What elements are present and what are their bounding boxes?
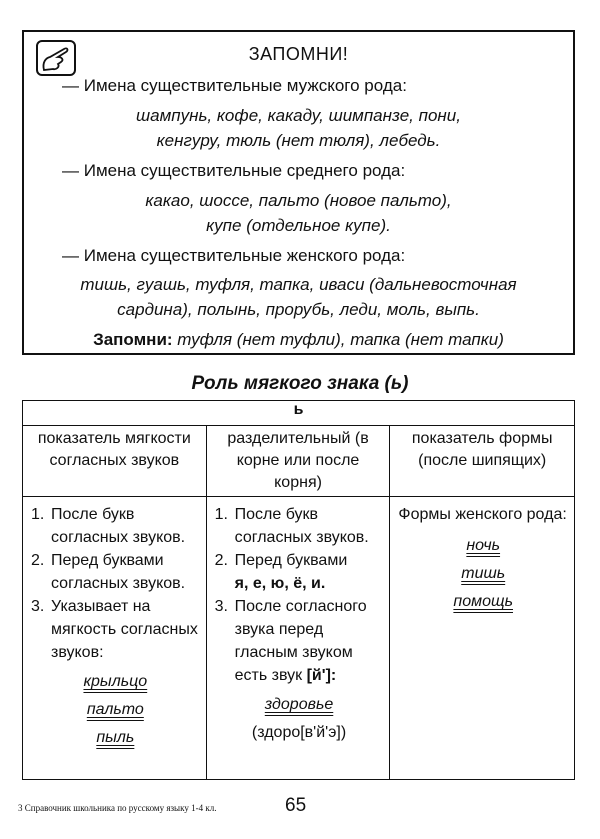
- transcription: (здоро[в'й'э]): [251, 724, 347, 741]
- vowel-letters: я, е, ю, ё, и.: [234, 575, 326, 592]
- note-label: Запомни:: [93, 330, 173, 349]
- masculine-examples-2: кенгуру, тюль (нет тюля), лебедь.: [156, 131, 441, 150]
- col1-header: показатель мягкости согласных звуков: [23, 426, 207, 497]
- col3-header: показатель формы (после шипящих): [390, 426, 575, 497]
- list-item: 3. После согласного звука перед гласным звуком есть звук [й']:: [214, 598, 367, 684]
- page-number: 65: [285, 795, 307, 816]
- feminine-heading: — Имена существительные женского рода:: [62, 246, 406, 265]
- list-item: 1. После букв согласных звуков.: [31, 506, 186, 546]
- list-item: 1. После букв согласных звуков.: [214, 506, 369, 546]
- example-word: помощь: [453, 593, 513, 610]
- masculine-examples-1: шампунь, кофе, какаду, шимпанзе, пони,: [136, 106, 461, 125]
- col1-examples: [31, 668, 200, 752]
- box-title: ЗАПОМНИ!: [248, 44, 349, 64]
- col3-text: Формы женского рода:: [398, 506, 567, 523]
- feminine-examples-1: тишь, гуашь, туфля, тапка, иваси (дальневосточная: [80, 275, 517, 294]
- list-item: 2. Перед буквами согласных звуков.: [31, 552, 186, 592]
- remember-box: [22, 30, 575, 355]
- list-item: 2. Перед буквами я, е, ю, ё, и.: [214, 552, 348, 592]
- example-word: крыльцо: [83, 673, 148, 690]
- neuter-heading: — Имена существительные среднего рода:: [62, 161, 406, 180]
- col3-body: [390, 497, 575, 780]
- col2-example: [215, 691, 384, 747]
- neuter-examples-1: какао, шоссе, пальто (новое пальто),: [145, 191, 452, 210]
- sound-notation: [й']:: [302, 667, 337, 684]
- example-word: тишь: [461, 565, 506, 582]
- example-word: здоровье: [264, 696, 334, 713]
- col3-examples: [398, 532, 568, 616]
- feminine-examples-2: сардина), полынь, прорубь, леди, моль, выпь.: [117, 300, 480, 319]
- remember-note: [24, 330, 573, 350]
- section-title: Роль мягкого знака (ь): [191, 373, 409, 394]
- col2-header: разделительный (в корне или после корня): [206, 426, 390, 497]
- soft-sign-table: [22, 400, 575, 780]
- example-word: пыль: [96, 729, 135, 746]
- list-item: 3. Указывает на мягкость согласных звуков:: [31, 598, 198, 661]
- masculine-heading: — Имена существительные мужского рода:: [62, 76, 407, 95]
- col1-body: [23, 497, 207, 780]
- col2-body: [206, 497, 390, 780]
- footer-source: 3 Справочник школьника по русскому языку 1-4 кл.: [18, 803, 217, 813]
- table-sign-header: ь: [23, 401, 575, 426]
- neuter-examples-2: купе (отдельное купе).: [206, 216, 391, 235]
- example-word: пальто: [86, 701, 144, 718]
- note-text: туфля (нет туфли), тапка (нет тапки): [172, 330, 504, 349]
- example-word: ночь: [466, 537, 501, 554]
